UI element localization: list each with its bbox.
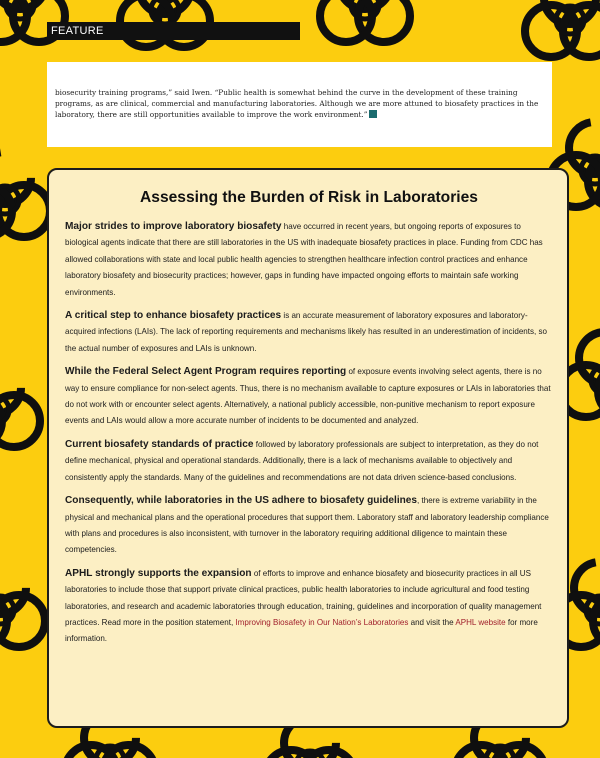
section-label: FEATURE [47, 22, 300, 40]
paragraph [65, 364, 553, 430]
end-of-article-icon [369, 110, 377, 118]
paragraph-text: and visit the [408, 617, 456, 627]
paragraph [65, 308, 553, 357]
paragraph-body: of exposure events involving select agents, there is no way to ensure compliance for non-select agents. Thus, there is no mechanism available to capture exposures or LAIs in laboratories that do not work with or encounter select agents. Alternatively, a national publicly accessible, non-punitive mechanism to report exposure events and LAIs would allow a more accurate number of incidents to be documented and analyzed. [65, 367, 551, 426]
paragraph-body: of efforts to improve and enhance biosafety and biosecurity practices in all US laboratories to include those that support private clinical practices, public health laboratories to include agricultural and food testing laboratories, and research and academic laboratories through education, training, guidelines and incorporation of quality management practices. Read more in the position statement, [65, 568, 542, 627]
paragraph-text: for more information. [65, 617, 538, 644]
paragraph-lead: Major strides to improve laboratory biosafety [65, 221, 282, 232]
paragraph-lead: APHL strongly supports the expansion [65, 567, 252, 579]
paragraph-body: followed by laboratory professionals are subject to interpretation, as they do not define mechanical, physical and operational standards. Additionally, there is a lack of mechanisms available to objectively and consistently apply the standards. Many of the guidelines and recommendations are not data driven science-based conclusions. [65, 439, 539, 482]
aphl-website-link[interactable]: APHL website [455, 617, 506, 627]
sidebar-panel [47, 168, 569, 728]
article-excerpt [47, 62, 552, 147]
paragraph-lead: While the Federal Select Agent Program requires reporting [65, 366, 347, 378]
paragraph [65, 566, 553, 648]
paragraph-body: have occurred in recent years, but ongoing reports of exposures to biological agents indicate that there are still laboratories in the US with inadequate biosafety practices in place. Funding from CDC has allowed collaborations with state and local public health agencies to strengthen healthcare infection control practices and enhance laboratory biosafety and biosecurity practices; however, gaps in funding have impacted ongoing efforts to maintain safe working environments. [65, 222, 543, 297]
sidebar-title: Assessing the Burden of Risk in Laboratories [140, 189, 478, 206]
paragraph-body: is an accurate measurement of laboratory exposures and laboratory-acquired infections (LAIs). The lack of reporting requirements and mechanisms likely has resulted in an underestimation of incidents, so the actual number of exposures and LAIs is unknown. [65, 311, 548, 353]
quote-text: biosecurity training programs,” said Iwen. “Public health is somewhat behind the curve in the development of these training programs, as are clinical, commercial and manufacturing laboratories. Although we are more attuned to biosafety practices in the laboratory, there are still opportunities available to improve the work environment.” [55, 88, 539, 119]
paragraph [65, 493, 553, 559]
paragraph [65, 219, 553, 301]
position-statement-link[interactable]: Improving Biosafety in Our Nation’s Laboratories [235, 617, 409, 627]
paragraph-body: , there is extreme variability in the physical and mechanical plans and the operational procedures that support them. Laboratory staff and laboratory leadership compliance with plans and procedures is also inconsistent, with turnover in the laboratory requiring additional diligence to maintain these competencies. [65, 496, 549, 555]
paragraph-lead: Current biosafety standards of practice [65, 438, 254, 450]
paragraph [65, 437, 553, 486]
paragraph-lead: Consequently, while laboratories in the US adhere to biosafety guidelines [65, 495, 418, 507]
paragraph-lead: A critical step to enhance biosafety practices [65, 310, 282, 322]
